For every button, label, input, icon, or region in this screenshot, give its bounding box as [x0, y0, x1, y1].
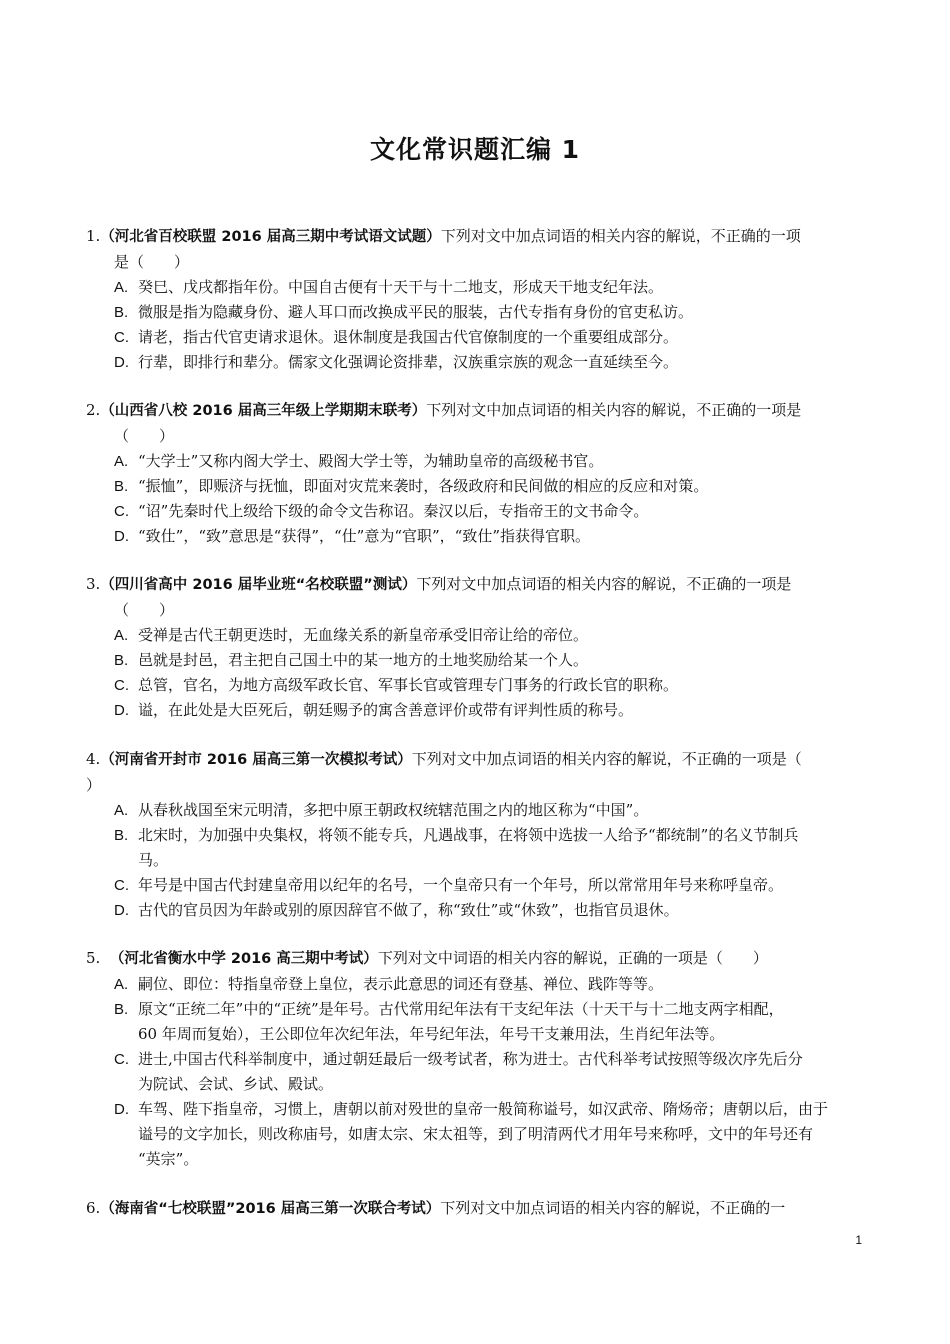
option-text: “诏”先秦时代上级给下级的命令文告称诏。秦汉以后，专指帝王的文书命令。 [138, 502, 649, 520]
question-stem [86, 946, 876, 972]
option-text: 总管，官名，为地方高级军政长官、军事长官或管理专门事务的行政长官的职称。 [138, 676, 679, 694]
option-letter: C. [114, 329, 129, 346]
question-text: 下列对文中词语的相关内容的解说，正确的一项是（ ） [377, 949, 768, 967]
question-stem [86, 572, 876, 598]
option-text: “大学士”又称内阁大学士、殿阁大学士等，为辅助皇帝的高级秘书官。 [138, 452, 604, 470]
option-letter: C. [114, 1051, 129, 1068]
option-text-cont: “英宗”。 [138, 1150, 199, 1168]
option-text: 原文“正统二年”中的“正统”是年号。古代常用纪年法有干支纪年法（十天干与十二地支两字相配， [138, 1000, 784, 1018]
option-text: 车驾、陛下指皇帝，习惯上，唐朝以前对殁世的皇帝一般简称谥号，如汉武帝、隋炀帝；唐朝以后，由于 [138, 1100, 829, 1118]
option-c [86, 673, 876, 698]
question-number: 3. [86, 575, 101, 593]
option-letter: B. [114, 304, 129, 321]
option-b [86, 823, 876, 848]
option-letter: A. [114, 627, 129, 644]
question-number: 4. [86, 750, 101, 768]
option-a [86, 449, 876, 474]
option-b [86, 300, 876, 325]
option-d [86, 524, 876, 549]
option-letter: B. [114, 652, 129, 669]
option-text: 请老，指古代官吏请求退休。退休制度是我国古代官僚制度的一个重要组成部分。 [138, 328, 679, 346]
option-text: 癸巳、戊戌都指年份。中国自古便有十天干与十二地支，形成天干地支纪年法。 [138, 278, 664, 296]
option-a [86, 798, 876, 823]
question-4 [86, 747, 876, 923]
option-text: 谥，在此处是大臣死后，朝廷赐予的寓含善意评价或带有评判性质的称号。 [138, 701, 634, 719]
question-text-cont: ） [86, 776, 102, 794]
question-text: 下列对文中加点词语的相关内容的解说，不正确的一 [440, 1199, 786, 1217]
option-text: “致仕”，“致”意思是“获得”，“仕”意为“官职”，“致仕”指获得官职。 [138, 527, 591, 545]
option-d [86, 1097, 876, 1122]
option-text-cont: 为院试、会试、乡试、殿试。 [138, 1075, 334, 1093]
question-number: 5. [86, 949, 101, 967]
option-b [86, 648, 876, 673]
option-letter: A. [114, 453, 129, 470]
question-2 [86, 398, 876, 549]
option-d [86, 898, 876, 923]
question-text: 下列对文中加点词语的相关内容的解说，不正确的一项是 [416, 575, 792, 593]
option-text-cont: 谥号的文字加长，则改称庙号，如唐太宗、宋太祖等，到了明清两代才用年号来称呼，文中的年号还有 [138, 1125, 814, 1143]
option-c [86, 873, 876, 898]
option-letter: C. [114, 677, 129, 694]
option-letter: A. [114, 802, 129, 819]
question-source: （河南省开封市 2016 届高三第一次模拟考试） [100, 752, 412, 768]
option-c [86, 1047, 876, 1072]
question-text-cont: （ ） [114, 427, 175, 445]
option-text: 受禅是古代王朝更迭时，无血缘关系的新皇帝承受旧帝让给的帝位。 [138, 626, 589, 644]
option-text: 微服是指为隐藏身份、避人耳口而改换成平民的服装，古代专指有身份的官吏私访。 [138, 303, 694, 321]
question-source: （海南省“七校联盟”2016 届高三第一次联合考试） [100, 1201, 441, 1217]
option-a [86, 623, 876, 648]
page-title: 文化常识题汇编 1 [369, 135, 581, 164]
question-6 [86, 1196, 876, 1222]
question-number: 1. [86, 227, 101, 245]
question-text: 下列对文中加点词语的相关内容的解说，不正确的一项是 [426, 401, 802, 419]
option-text: 嗣位、即位：特指皇帝登上皇位，表示此意思的词还有登基、禅位、践阼等等。 [138, 975, 664, 993]
option-c [86, 325, 876, 350]
option-letter: B. [114, 1001, 129, 1018]
option-b [86, 997, 876, 1022]
option-text: 进士,中国古代科举制度中，通过朝廷最后一级考试者，称为进士。古代科举考试按照等级次序先后分 [138, 1050, 803, 1068]
question-text: 下列对文中加点词语的相关内容的解说，不正确的一项是（ [411, 750, 802, 768]
option-text: 从春秋战国至宋元明清，多把中原王朝政权统辖范围之内的地区称为“中国”。 [138, 801, 649, 819]
option-text-cont: 60 年周而复始），王公即位年次纪年法，年号纪年法，年号干支兼用法，生肖纪年法等。 [138, 1025, 725, 1043]
option-letter: A. [114, 976, 129, 993]
option-letter: A. [114, 279, 129, 296]
option-letter: D. [114, 702, 129, 719]
question-text-cont: （ ） [114, 601, 175, 619]
option-letter: D. [114, 902, 129, 919]
option-letter: D. [114, 354, 129, 371]
question-source: （河北省衡水中学 2016 高三期中考试） [109, 951, 378, 967]
question-5 [86, 946, 876, 1172]
option-text: 古代的官员因为年龄或别的原因辞官不做了，称“致仕”或“休致”，也指官员退休。 [138, 901, 679, 919]
option-b [86, 474, 876, 499]
option-text: “振恤”，即赈济与抚恤，即面对灾荒来袭时，各级政府和民间做的相应的反应和对策。 [138, 477, 709, 495]
option-d [86, 350, 876, 375]
option-letter: B. [114, 478, 129, 495]
question-stem [86, 398, 876, 424]
question-text: 下列对文中加点词语的相关内容的解说，不正确的一项 [440, 227, 801, 245]
question-3 [86, 572, 876, 723]
option-c [86, 499, 876, 524]
option-d [86, 698, 876, 723]
question-1 [86, 224, 876, 375]
option-text: 邑就是封邑，君主把自己国土中的某一地方的土地奖励给某一个人。 [138, 651, 589, 669]
option-letter: C. [114, 877, 129, 894]
option-letter: C. [114, 503, 129, 520]
page-number: 1 [855, 1233, 862, 1247]
question-source: （四川省高中 2016 届毕业班“名校联盟”测试） [100, 577, 417, 593]
option-letter: D. [114, 1101, 129, 1118]
option-letter: D. [114, 528, 129, 545]
option-text-cont: 马。 [138, 851, 169, 869]
question-stem [86, 224, 876, 250]
question-source: （河北省百校联盟 2016 届高三期中考试语文试题） [100, 229, 441, 245]
question-source: （山西省八校 2016 届高三年级上学期期末联考） [100, 403, 427, 419]
option-text: 北宋时，为加强中央集权，将领不能专兵，凡遇战事，在将领中选拔一人给予“都统制”的名义节制兵 [138, 826, 799, 844]
question-stem [86, 747, 876, 773]
question-text-cont: 是（ ） [114, 253, 190, 271]
question-number: 6. [86, 1199, 101, 1217]
option-a [86, 275, 876, 300]
question-number: 2. [86, 401, 101, 419]
option-text: 行辈，即排行和辈分。儒家文化强调论资排辈，汉族重宗族的观念一直延续至今。 [138, 353, 679, 371]
option-text: 年号是中国古代封建皇帝用以纪年的名号，一个皇帝只有一个年号，所以常常用年号来称呼皇帝。 [138, 876, 784, 894]
option-letter: B. [114, 827, 129, 844]
question-stem [86, 1196, 876, 1222]
option-a [86, 972, 876, 997]
